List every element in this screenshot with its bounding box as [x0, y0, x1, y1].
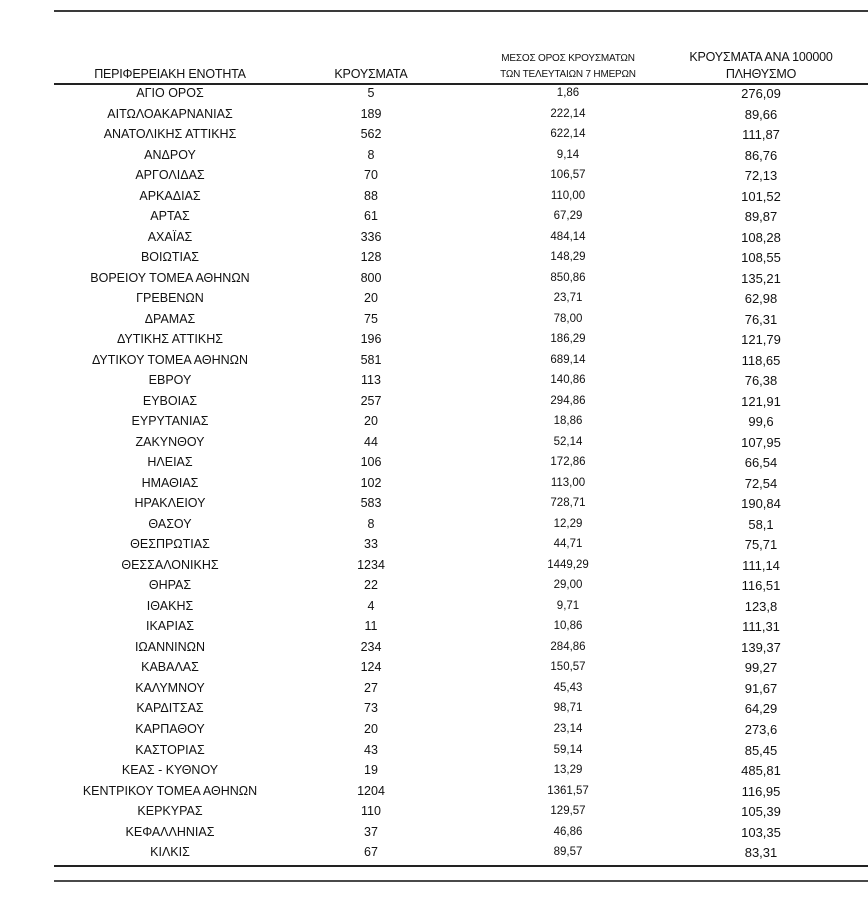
per100k-cell: 72,13: [744, 168, 778, 184]
avg7-cell: 29,00: [553, 579, 583, 592]
table-row: [54, 290, 868, 311]
table-row: [54, 106, 868, 127]
table-row: [54, 618, 868, 639]
avg7-cell: 186,29: [550, 333, 586, 346]
cases-cell: 44: [364, 434, 378, 449]
cases-cell: 1234: [357, 557, 385, 572]
covid-cases-table: [54, 44, 868, 867]
avg7-cell: 98,71: [553, 702, 583, 715]
cases-cell: 113: [361, 373, 381, 388]
table-bottom-divider: [54, 865, 868, 867]
region-cell: ΚΕΡΚΥΡΑΣ: [137, 804, 203, 819]
cases-cell: 128: [360, 250, 382, 265]
region-cell: ΙΘΑΚΗΣ: [146, 598, 194, 613]
region-cell: ΘΗΡΑΣ: [148, 578, 192, 593]
table-row: [54, 742, 868, 763]
avg7-cell: 9,14: [556, 148, 580, 161]
avg7-cell: 44,71: [553, 538, 583, 551]
per100k-cell: 99,27: [744, 660, 778, 676]
region-cell: ΘΕΣΣΑΛΟΝΙΚΗΣ: [121, 557, 219, 572]
avg7-cell: 1449,29: [547, 558, 589, 571]
cases-cell: 257: [360, 393, 382, 408]
per100k-cell: 111,14: [742, 557, 780, 573]
per100k-cell: 85,45: [744, 742, 778, 758]
cases-cell: 70: [364, 168, 378, 183]
per100k-cell: 108,55: [741, 250, 781, 266]
table-row: [54, 844, 868, 865]
avg7-cell: 23,14: [553, 722, 583, 735]
table-row: [54, 229, 868, 250]
region-cell: ΗΜΑΘΙΑΣ: [141, 475, 199, 490]
avg7-cell: 172,86: [550, 456, 586, 469]
region-cell: ΚΕΑΣ - ΚΥΘΝΟΥ: [121, 763, 219, 778]
per100k-cell: 190,84: [741, 496, 781, 512]
table-row: [54, 393, 868, 414]
table-row: [54, 434, 868, 455]
cases-cell: 73: [364, 701, 378, 716]
table-row: [54, 475, 868, 496]
region-cell: ΑΡΓΟΛΙΔΑΣ: [135, 168, 205, 183]
per100k-cell: 276,09: [741, 86, 781, 101]
per100k-cell: 64,29: [744, 701, 778, 717]
table-row: [54, 598, 868, 619]
avg7-cell: 294,86: [550, 394, 586, 407]
region-cell: ΔΥΤΙΚΟΥ ΤΟΜΕΑ ΑΘΗΝΩΝ: [91, 352, 249, 367]
avg7-cell: 10,86: [553, 620, 583, 633]
cases-cell: 43: [364, 742, 378, 757]
cases-cell: 562: [360, 127, 382, 142]
region-cell: ΔΡΑΜΑΣ: [144, 311, 196, 326]
table-row: [54, 577, 868, 598]
per100k-cell: 76,31: [744, 311, 778, 327]
region-cell: ΘΕΣΠΡΩΤΙΑΣ: [130, 537, 210, 552]
avg7-cell: 113,00: [550, 476, 586, 489]
region-cell: ΑΓΙΟ ΟΡΟΣ: [136, 86, 204, 100]
table-row: [54, 680, 868, 701]
table-row: [54, 372, 868, 393]
per100k-cell: 86,76: [744, 147, 778, 163]
avg7-cell: 622,14: [550, 128, 586, 141]
region-cell: ΑΡΚΑΔΙΑΣ: [139, 188, 201, 203]
cases-cell: 800: [360, 270, 382, 285]
cases-cell: 22: [364, 578, 378, 593]
region-cell: ΑΙΤΩΛΟΑΚΑΡΝΑΝΙΑΣ: [107, 106, 233, 121]
region-cell: ΕΥΒΟΙΑΣ: [142, 393, 198, 408]
cases-cell: 75: [364, 311, 378, 326]
region-cell: ΖΑΚΥΝΘΟΥ: [135, 434, 205, 449]
avg7-cell: 222,14: [550, 107, 586, 120]
region-cell: ΑΧΑΪΑΣ: [147, 229, 193, 244]
per100k-cell: 123,8: [744, 598, 778, 614]
per100k-cell: 101,52: [741, 188, 781, 204]
per100k-cell: 75,71: [744, 537, 778, 553]
avg7-cell: 12,29: [553, 517, 583, 530]
avg7-cell: 23,71: [553, 292, 583, 305]
cases-cell: 234: [360, 639, 382, 654]
cases-cell: 19: [364, 763, 378, 778]
region-cell: ΑΝΑΤΟΛΙΚΗΣ ΑΤΤΙΚΗΣ: [103, 127, 237, 142]
region-cell: ΚΙΛΚΙΣ: [150, 845, 190, 860]
avg7-cell: 46,86: [553, 825, 583, 838]
cases-cell: 102: [360, 475, 382, 490]
cases-cell: 61: [364, 209, 378, 224]
avg7-cell: 78,00: [553, 312, 583, 325]
per100k-cell: 72,54: [744, 475, 778, 491]
table-row: [54, 700, 868, 721]
cases-cell: 8: [367, 516, 375, 531]
cases-cell: 20: [364, 414, 378, 429]
avg7-cell: 129,57: [550, 805, 586, 818]
cases-cell: 189: [360, 106, 382, 121]
region-cell: ΚΑΒΑΛΑΣ: [141, 660, 199, 675]
avg7-cell: 728,71: [550, 497, 586, 510]
cases-cell: 11: [364, 619, 378, 634]
region-cell: ΚΑΣΤΟΡΙΑΣ: [135, 742, 205, 757]
table-row: [54, 249, 868, 270]
table-row: [54, 167, 868, 188]
table-row: [54, 495, 868, 516]
avg7-cell: 9,71: [556, 599, 580, 612]
header-per100k-line1: ΚΡΟΥΣΜΑΤΑ ΑΝΑ 100000: [689, 50, 833, 64]
avg7-cell: 284,86: [550, 640, 586, 653]
region-cell: ΚΑΛΥΜΝΟΥ: [135, 680, 205, 695]
table-body: [54, 85, 868, 865]
region-cell: ΔΥΤΙΚΗΣ ΑΤΤΙΚΗΣ: [117, 332, 223, 347]
avg7-cell: 59,14: [553, 743, 583, 756]
per100k-cell: 118,65: [741, 352, 781, 368]
per100k-cell: 89,66: [744, 106, 778, 122]
header-avg7: [474, 51, 662, 83]
cases-cell: 4: [367, 598, 375, 613]
table-row: [54, 536, 868, 557]
table-row: [54, 783, 868, 804]
per100k-cell: 135,21: [741, 270, 781, 286]
header-avg7-line1: ΜΕΣΟΣ ΟΡΟΣ ΚΡΟΥΣΜΑΤΩΝ: [501, 53, 635, 64]
table-row: [54, 721, 868, 742]
per100k-cell: 121,79: [741, 332, 781, 348]
avg7-cell: 140,86: [550, 374, 586, 387]
per100k-cell: 485,81: [741, 763, 781, 779]
per100k-cell: 121,91: [741, 393, 781, 409]
per100k-cell: 91,67: [744, 680, 778, 696]
per100k-cell: 62,98: [744, 291, 778, 307]
avg7-cell: 18,86: [553, 415, 583, 428]
region-cell: ΚΑΡΔΙΤΣΑΣ: [136, 701, 204, 716]
per100k-cell: 99,6: [748, 414, 774, 430]
cases-cell: 106: [360, 455, 382, 470]
table-row: [54, 147, 868, 168]
avg7-cell: 89,57: [553, 846, 583, 859]
avg7-cell: 148,29: [550, 251, 586, 264]
cases-cell: 37: [364, 824, 378, 839]
cases-cell: 1204: [357, 783, 385, 798]
avg7-cell: 484,14: [550, 230, 586, 243]
cases-cell: 20: [364, 721, 378, 736]
table-row: [54, 659, 868, 680]
cases-cell: 8: [367, 147, 375, 162]
region-cell: ΑΡΤΑΣ: [150, 209, 190, 224]
region-cell: ΓΡΕΒΕΝΩΝ: [136, 291, 204, 306]
table-row: [54, 85, 868, 106]
cases-cell: 583: [360, 496, 382, 511]
avg7-cell: 13,29: [553, 764, 583, 777]
table-row: [54, 126, 868, 147]
region-cell: ΚΑΡΠΑΘΟΥ: [135, 721, 205, 736]
avg7-cell: 689,14: [550, 353, 586, 366]
table-row: [54, 208, 868, 229]
cases-cell: 20: [364, 291, 378, 306]
region-cell: ΘΑΣΟΥ: [148, 516, 192, 531]
cases-cell: 124: [360, 660, 382, 675]
header-region: ΠΕΡΙΦΕΡΕΙΑΚΗ ΕΝΟΤΗΤΑ: [94, 67, 246, 81]
per100k-cell: 116,95: [741, 783, 781, 799]
per100k-cell: 108,28: [741, 229, 781, 245]
table-row: [54, 352, 868, 373]
region-cell: ΙΩΑΝΝΙΝΩΝ: [134, 639, 206, 654]
per100k-cell: 66,54: [744, 455, 778, 471]
avg7-cell: 106,57: [550, 169, 586, 182]
cases-cell: 196: [360, 332, 382, 347]
avg7-cell: 850,86: [550, 271, 586, 284]
per100k-cell: 105,39: [741, 804, 781, 820]
per100k-cell: 111,87: [742, 127, 780, 143]
avg7-cell: 67,29: [553, 210, 583, 223]
cases-cell: 336: [360, 229, 382, 244]
per100k-cell: 139,37: [741, 639, 781, 655]
header-avg7-line2: ΤΩΝ ΤΕΛΕΥΤΑΙΩΝ 7 ΗΜΕΡΩΝ: [500, 69, 636, 80]
per100k-cell: 83,31: [744, 845, 778, 861]
avg7-cell: 1,86: [556, 87, 580, 99]
table-row: [54, 454, 868, 475]
per100k-cell: 89,87: [744, 209, 778, 225]
table-row: [54, 270, 868, 291]
per100k-cell: 58,1: [748, 516, 774, 532]
per100k-cell: 111,31: [742, 619, 780, 635]
table-header: [54, 44, 868, 83]
avg7-cell: 52,14: [553, 435, 583, 448]
bottom-rule: [54, 880, 868, 882]
avg7-cell: 150,57: [550, 661, 586, 674]
table-row: [54, 557, 868, 578]
region-cell: ΚΕΦΑΛΛΗΝΙΑΣ: [125, 824, 215, 839]
table-row: [54, 311, 868, 332]
region-cell: ΑΝΔΡΟΥ: [144, 147, 196, 162]
cases-cell: 581: [360, 352, 382, 367]
table-row: [54, 824, 868, 845]
region-cell: ΙΚΑΡΙΑΣ: [145, 619, 195, 634]
header-per100k-line2: ΠΛΗΘΥΣΜΟ: [725, 67, 797, 81]
cases-cell: 88: [364, 188, 378, 203]
table-row: [54, 803, 868, 824]
cases-cell: 27: [364, 680, 378, 695]
avg7-cell: 110,00: [550, 189, 586, 202]
region-cell: ΗΡΑΚΛΕΙΟΥ: [134, 496, 206, 511]
cases-cell: 33: [364, 537, 378, 552]
table-row: [54, 639, 868, 660]
table-row: [54, 188, 868, 209]
per100k-cell: 76,38: [744, 373, 778, 389]
avg7-cell: 1361,57: [547, 784, 589, 797]
region-cell: ΕΒΡΟΥ: [148, 373, 192, 388]
table-row: [54, 516, 868, 537]
per100k-cell: 103,35: [741, 824, 781, 840]
table-row: [54, 413, 868, 434]
avg7-cell: 45,43: [553, 681, 583, 694]
region-cell: ΕΥΡΥΤΑΝΙΑΣ: [131, 414, 209, 429]
cases-cell: 67: [364, 845, 378, 860]
region-cell: ΒΟΙΩΤΙΑΣ: [140, 250, 200, 265]
region-cell: ΗΛΕΙΑΣ: [147, 455, 193, 470]
cases-cell: 110: [361, 804, 381, 819]
per100k-cell: 273,6: [744, 721, 778, 737]
region-cell: ΚΕΝΤΡΙΚΟΥ ΤΟΜΕΑ ΑΘΗΝΩΝ: [82, 783, 258, 798]
per100k-cell: 107,95: [741, 434, 781, 450]
header-per100k: [654, 49, 868, 83]
header-cases: ΚΡΟΥΣΜΑΤΑ: [334, 67, 408, 81]
per100k-cell: 116,51: [741, 578, 781, 594]
region-cell: ΒΟΡΕΙΟΥ ΤΟΜΕΑ ΑΘΗΝΩΝ: [90, 270, 250, 285]
table-row: [54, 331, 868, 352]
table-row: [54, 762, 868, 783]
cases-cell: 5: [367, 86, 375, 100]
top-rule: [54, 10, 868, 12]
